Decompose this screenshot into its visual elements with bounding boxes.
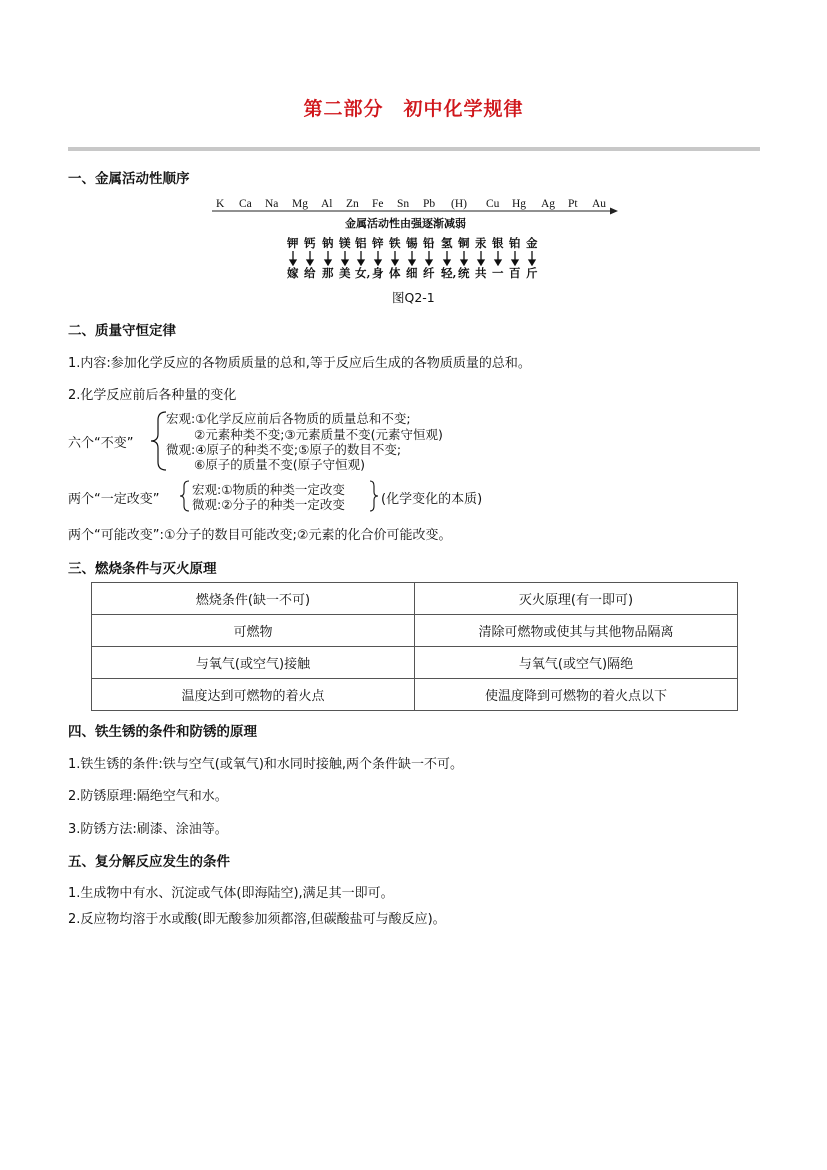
- rust-condition: 1.铁生锈的条件:铁与空气(或氧气)和水同时接触,两个条件缺一不可。: [68, 757, 464, 772]
- two-must-change-suffix: (化学变化的本质): [381, 492, 483, 507]
- metal-symbol: Au: [592, 198, 607, 210]
- page-title: 第二部分 初中化学规律: [303, 98, 524, 120]
- table-cell: 使温度降到可燃物的着火点以下: [415, 679, 738, 711]
- table-row: [92, 583, 738, 615]
- mnemonic-char: 那: [322, 266, 334, 280]
- table-row: [92, 615, 738, 647]
- table-header-cell: 燃烧条件(缺一不可): [92, 583, 415, 615]
- mnemonic-char: 纤: [423, 266, 435, 280]
- table-cell: 与氧气(或空气)隔绝: [415, 647, 738, 679]
- table-cell: 温度达到可燃物的着火点: [92, 679, 415, 711]
- mnemonic-char: 女,: [355, 266, 371, 280]
- metal-name: 氢: [441, 236, 453, 250]
- metal-name: 铂: [509, 236, 521, 250]
- metal-name: 汞: [475, 236, 487, 250]
- six-unchanged-line3: 微观:④原子的种类不变;⑤原子的数目不变;: [166, 442, 402, 457]
- metal-name: 锌: [372, 236, 384, 250]
- brace-icon: [178, 480, 192, 512]
- mnemonic-char: 百: [509, 266, 521, 280]
- double-decomposition-condition-1: 1.生成物中有水、沉淀或气体(即海陆空),满足其一即可。: [68, 886, 394, 901]
- rust-method: 3.防锈方法:刷漆、涂油等。: [68, 822, 228, 837]
- paragraph-changes: 2.化学反应前后各种量的变化: [68, 388, 237, 403]
- six-unchanged-line4: ⑥原子的质量不变(原子守恒观): [194, 457, 365, 472]
- table-row: [92, 679, 738, 711]
- mnemonic-char: 美: [339, 266, 351, 280]
- metal-name: 铅: [423, 236, 435, 250]
- six-unchanged-line2: ②元素种类不变;③元素质量不变(元素守恒观): [194, 427, 443, 442]
- mnemonic-char: 身: [372, 266, 384, 280]
- mnemonic-char: 一: [492, 266, 504, 280]
- section-heading-combustion: 三、燃烧条件与灭火原理: [68, 561, 217, 577]
- metal-symbol: Cu: [486, 198, 500, 210]
- metal-symbol: Mg: [292, 198, 308, 210]
- metal-symbol: Pb: [423, 198, 436, 210]
- table-cell: 与氧气(或空气)接触: [92, 647, 415, 679]
- mnemonic-char: 斤: [526, 266, 538, 280]
- section-heading-metal-activity: 一、金属活动性顺序: [68, 171, 190, 187]
- metal-symbol: Ca: [239, 198, 252, 210]
- activity-arrow-label: 金属活动性由强逐渐减弱: [345, 217, 466, 230]
- figure-caption: 图Q2-1: [392, 290, 435, 305]
- paragraph-content: 1.内容:参加化学反应的各物质质量的总和,等于反应后生成的各物质质量的总和。: [68, 356, 531, 371]
- metal-symbol: Zn: [346, 198, 359, 210]
- mnemonic-char: 体: [389, 266, 401, 280]
- two-must-change-label: 两个“一定改变”: [68, 492, 160, 507]
- six-unchanged-label: 六个“不变”: [68, 436, 134, 451]
- table-row: [92, 647, 738, 679]
- metal-symbol: Al: [321, 198, 333, 210]
- metal-name: 镁: [339, 236, 351, 250]
- metal-name: 钾: [287, 236, 299, 250]
- metal-name: 钙: [304, 236, 316, 250]
- table-cell: 可燃物: [92, 615, 415, 647]
- metal-name: 铝: [355, 236, 367, 250]
- metal-symbol: Na: [265, 198, 279, 210]
- two-must-change-line1: 宏观:①物质的种类一定改变: [192, 482, 345, 497]
- mnemonic-char: 轻,: [441, 266, 457, 280]
- section-heading-rust: 四、铁生锈的条件和防锈的原理: [68, 724, 257, 740]
- metal-symbol: Pt: [568, 198, 578, 210]
- metal-name: 铜: [458, 236, 470, 250]
- metal-name: 铁: [389, 236, 401, 250]
- combustion-table: [91, 582, 738, 711]
- section-heading-double-decomposition: 五、复分解反应发生的条件: [68, 854, 230, 870]
- mnemonic-char: 给: [304, 266, 316, 280]
- section-heading-mass-conservation: 二、质量守恒定律: [68, 323, 176, 339]
- double-decomposition-condition-2: 2.反应物均溶于水或酸(即无酸参加须都溶,但碳酸盐可与酸反应)。: [68, 912, 446, 927]
- title-divider: [68, 147, 760, 151]
- metal-name: 锡: [406, 236, 418, 250]
- mnemonic-char: 细: [406, 266, 418, 280]
- metal-name: 金: [526, 236, 538, 250]
- metal-symbol: K: [216, 198, 225, 210]
- metal-symbol: Sn: [397, 198, 410, 210]
- six-unchanged-line1: 宏观:①化学反应前后各物质的质量总和不变;: [166, 411, 411, 426]
- mnemonic-char: 统: [458, 266, 470, 280]
- brace-icon: [368, 480, 380, 512]
- two-may-change: 两个“可能改变”:①分子的数目可能改变;②元素的化合价可能改变。: [68, 528, 452, 543]
- rust-principle: 2.防锈原理:隔绝空气和水。: [68, 789, 228, 804]
- table-cell: 清除可燃物或使其与其他物品隔离: [415, 615, 738, 647]
- table-header-cell: 灭火原理(有一即可): [415, 583, 738, 615]
- metal-name: 银: [492, 236, 504, 250]
- metal-symbol: (H): [451, 198, 467, 210]
- metal-symbol: Fe: [372, 198, 384, 210]
- mnemonic-char: 共: [475, 266, 487, 280]
- down-arrows-icon: [287, 250, 543, 266]
- two-must-change-line2: 微观:②分子的种类一定改变: [192, 497, 345, 512]
- mnemonic-char: 嫁: [287, 266, 299, 280]
- metal-name: 钠: [322, 236, 334, 250]
- metal-symbol: Hg: [512, 198, 527, 210]
- metal-symbol: Ag: [541, 198, 556, 210]
